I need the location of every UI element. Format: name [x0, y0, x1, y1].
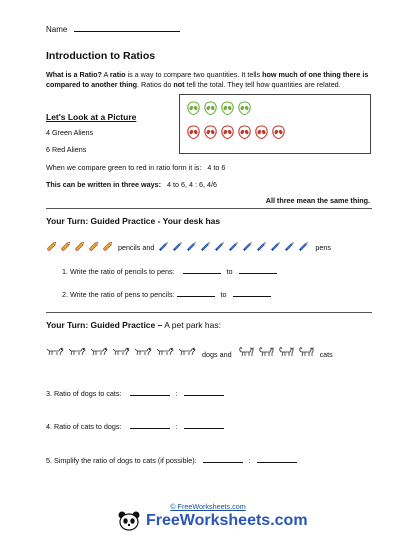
green-alien-icon [187, 101, 200, 115]
red-alien-icon [238, 125, 251, 139]
pen-icon [256, 240, 268, 252]
pen-icon [242, 240, 254, 252]
red-alien-icon [221, 125, 234, 139]
dog-icon-group [46, 343, 200, 360]
question-5 [46, 455, 297, 466]
green-alien-icon [204, 101, 217, 115]
intro-bold-1: how much of one thing there is compared to another thing [46, 70, 369, 89]
question-4-blank-b[interactable] [184, 421, 224, 429]
pencils-pens-row [46, 240, 331, 255]
intro-text-2: is a way to compare two quantities. It tells [125, 70, 263, 79]
three-ways-row [46, 180, 217, 190]
pen-icon [186, 240, 198, 252]
name-label: Name [46, 25, 68, 34]
question-5-colon: : [248, 456, 251, 465]
pencil-icon [60, 240, 72, 252]
question-2-text: 2. Write the ratio of pens to pencils: [62, 290, 175, 299]
red-alien-icon [204, 125, 217, 139]
question-4-colon: : [175, 422, 178, 431]
dog-icon [46, 343, 64, 357]
section1-heading: Your Turn: Guided Practice - Your desk has [46, 216, 221, 226]
dogs-label: dogs and [202, 350, 232, 359]
dog-icon [68, 343, 86, 357]
cat-icon [258, 343, 275, 357]
footer-brand [118, 511, 308, 531]
cat-icon [238, 343, 255, 357]
pens-label: pens [315, 242, 331, 252]
intro-text-4: tell the total. They tell how quantities are related. [184, 80, 341, 89]
pen-icon [158, 240, 170, 252]
compare-value: 4 to 6 [207, 163, 226, 172]
green-alien-icon [221, 101, 234, 115]
compare-text: When we compare green to red in ratio form it is: [46, 163, 202, 172]
green-alien-icon [238, 101, 251, 115]
question-2 [62, 289, 271, 300]
question-4-blank-a[interactable] [130, 421, 170, 429]
red-alien-icon [255, 125, 268, 139]
all-three-note: All three mean the same thing. [265, 196, 370, 205]
question-5-blank-a[interactable] [203, 455, 243, 463]
pencil-icon [88, 240, 100, 252]
question-3 [46, 388, 224, 399]
compare-row [46, 163, 225, 173]
name-blank[interactable] [74, 24, 180, 32]
three-ways-value: 4 to 6, 4 : 6, 4/6 [167, 180, 217, 189]
intro-text-1: A [101, 70, 110, 79]
pen-icon-group [158, 240, 312, 255]
cat-icon [278, 343, 295, 357]
question-4-text: 4. Ratio of cats to dogs: [46, 422, 122, 431]
question-2-to: to [220, 290, 227, 299]
question-1 [62, 266, 277, 277]
pencils-label: pencils and [118, 242, 155, 252]
question-2-blank-b[interactable] [233, 289, 271, 297]
green-label: 4 Green Aliens [46, 128, 94, 137]
page-title: Introduction to Ratios [46, 50, 156, 62]
question-1-text: 1. Write the ratio of pencils to pens: [62, 267, 175, 276]
question-1-blank-b[interactable] [239, 266, 277, 274]
name-row [46, 24, 180, 35]
dogs-cats-row [46, 342, 333, 360]
question-5-blank-b[interactable] [257, 455, 297, 463]
pen-icon [172, 240, 184, 252]
intro-word-ratio: ratio [109, 70, 126, 79]
pen-icon [284, 240, 296, 252]
red-alien-icon [272, 125, 285, 139]
section2-heading [46, 320, 221, 330]
pen-icon [270, 240, 282, 252]
question-3-blank-b[interactable] [184, 388, 224, 396]
divider-2 [46, 312, 372, 313]
question-2-blank-a[interactable] [177, 289, 215, 297]
footer-link[interactable]: © FreeWorksheets.com [170, 502, 246, 511]
pen-icon [214, 240, 226, 252]
pencil-icon-group [46, 240, 116, 255]
pencil-icon [102, 240, 114, 252]
pen-icon [200, 240, 212, 252]
intro-question: What is a Ratio? [46, 70, 102, 79]
cats-label: cats [319, 350, 333, 359]
panda-logo-icon [118, 511, 140, 531]
dog-icon [112, 343, 130, 357]
section2-heading-rest: A pet park has: [162, 320, 221, 330]
pencil-icon [74, 240, 86, 252]
dog-icon [90, 343, 108, 357]
green-alien-row [187, 101, 255, 120]
intro-bold-not: not [173, 80, 185, 89]
question-5-text: 5. Simplify the ratio of dogs to cats (if possible): [46, 456, 197, 465]
question-3-colon: : [175, 389, 178, 398]
brand-name: FreeWorksheets.com [146, 512, 308, 529]
divider-1 [46, 208, 372, 209]
intro-text-3: . Ratios do [137, 80, 174, 89]
dog-icon [134, 343, 152, 357]
red-alien-row [187, 125, 289, 144]
question-4 [46, 421, 224, 432]
intro-paragraph [46, 70, 372, 90]
section2-heading-bold: Your Turn: Guided Practice – [46, 320, 163, 330]
alien-picture-box [179, 94, 371, 154]
cat-icon [298, 343, 315, 357]
red-label: 6 Red Aliens [46, 145, 87, 154]
cat-icon-group [238, 343, 318, 360]
question-3-text: 3. Ratio of dogs to cats: [46, 389, 122, 398]
red-alien-icon [187, 125, 200, 139]
dog-icon [156, 343, 174, 357]
three-ways-label: This can be written in three ways: [46, 180, 162, 189]
pen-icon [228, 240, 240, 252]
question-3-blank-a[interactable] [130, 388, 170, 396]
question-1-to: to [226, 267, 233, 276]
picture-heading: Let's Look at a Picture [46, 112, 137, 122]
pencil-icon [46, 240, 58, 252]
dog-icon [178, 343, 196, 357]
question-1-blank-a[interactable] [183, 266, 221, 274]
pen-icon [298, 240, 310, 252]
